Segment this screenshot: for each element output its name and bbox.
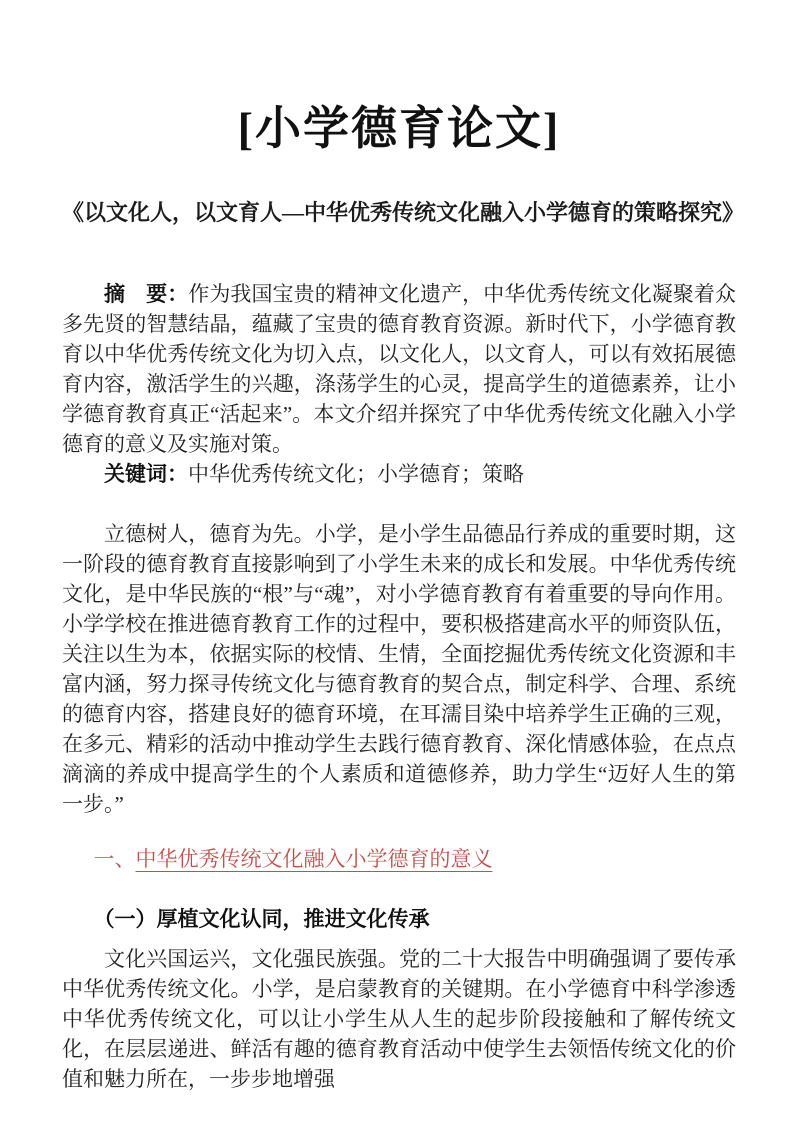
section1-title: 中华优秀传统文化融入小学德育的意义 bbox=[135, 847, 493, 871]
keywords-label: 关键词： bbox=[104, 462, 188, 486]
document-title: [小学德育论文] bbox=[237, 103, 561, 154]
subsection1-paragraph: 文化兴国运兴，文化强民族强。党的二十大报告中明确强调了要传承中华优秀传统文化。小学，是启蒙教育的关键期。在小学德育中科学渗透中华优秀传统文化，可以让小学生从人生的起步阶段接触和了解传统文化，在层层递进、鲜活有趣的德育教育活动中使学生去领悟传统文化的价值和魅力所在，一步步地增强 bbox=[62, 947, 736, 1091]
keywords-text: 中华优秀传统文化；小学德育；策略 bbox=[188, 462, 524, 486]
abstract-label: 摘 要： bbox=[104, 282, 189, 306]
section1-number: 一、 bbox=[93, 847, 136, 871]
abstract-text: 作为我国宝贵的精神文化遗产，中华优秀传统文化凝聚着众多先贤的智慧结晶，蕴藏了宝贵的德育教育资源。新时代下，小学德育教育以中华优秀传统文化为切入点，以文化人，以文育人，可以有效拓展德育内容，激活学生的兴趣，涤荡学生的心灵，提高学生的道德素养，让小学德育教育真正“活起来”。本文介绍并探究了中华优秀传统文化融入小学德育的意义及实施对策。 bbox=[62, 282, 737, 456]
subsection1-heading: （一）厚植文化认同，推进文化传承 bbox=[93, 907, 430, 931]
abstract-paragraph bbox=[62, 279, 736, 459]
section1-heading bbox=[62, 844, 736, 874]
intro-paragraph: 立德树人，德育为先。小学，是小学生品德品行养成的重要时期，这一阶段的德育教育直接影响到了小学生未来的成长和发展。中华优秀传统文化，是中华民族的“根”与“魂”，对小学德育教育有着重要的导向作用。小学学校在推进德育教育工作的过程中，要积极搭建高水平的师资队伍，关注以生为本，依据实际的校情、生情，全面挖掘优秀传统文化资源和丰富内涵，努力探寻传统文化与德育教育的契合点，制定科学、合理、系统的德育内容，搭建良好的德育环境，在耳濡目染中培养学生正确的三观，在多元、精彩的活动中推动学生去践行德育教育、深化情感体验，在点点滴滴的养成中提高学生的个人素质和道德修养，助力学生“迈好人生的第一步。” bbox=[62, 522, 736, 816]
keywords-paragraph bbox=[62, 459, 736, 489]
document-subtitle: 《以文化人，以文育人—中华优秀传统文化融入小学德育的策略探究》 bbox=[62, 200, 745, 225]
